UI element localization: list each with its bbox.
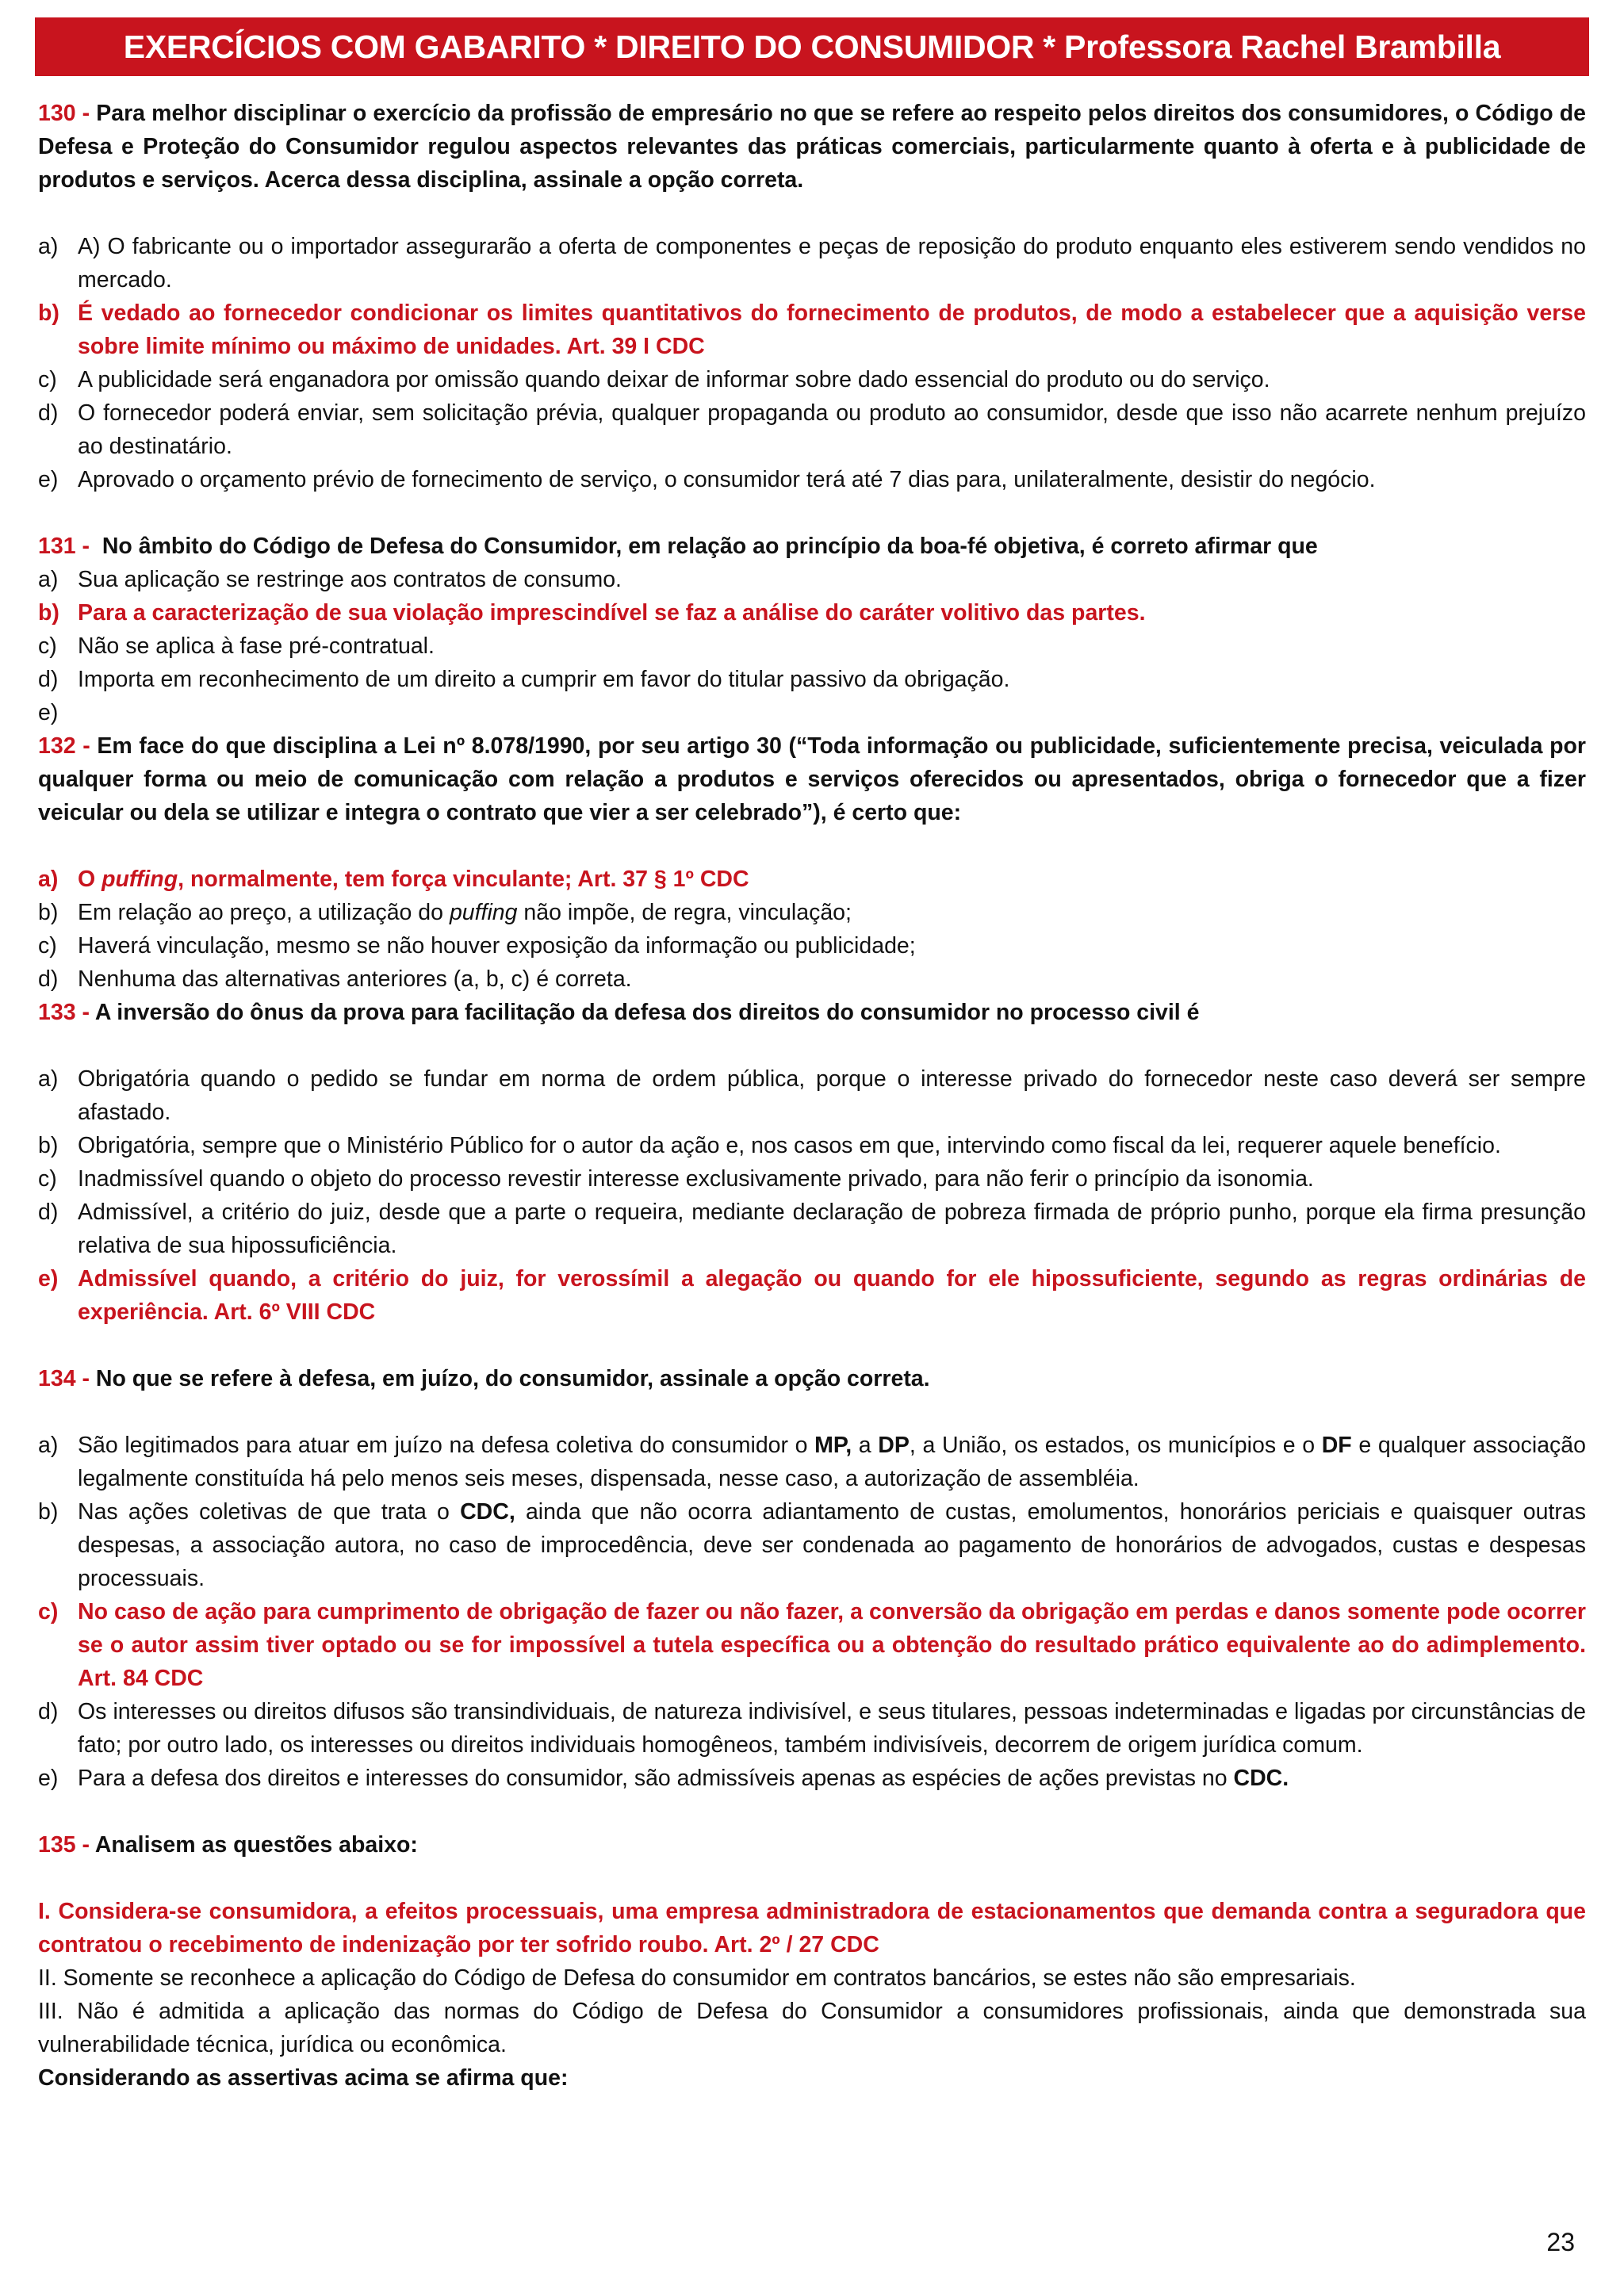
option-c: c) Não se aplica à fase pré-contratual. <box>38 633 435 659</box>
header-title: EXERCÍCIOS COM GABARITO * DIREITO DO CONSUMIDOR * Professora Rachel Brambilla <box>123 28 1501 65</box>
question-number: 133 - <box>38 1000 90 1025</box>
option-d: d) Os interesses ou direitos difusos são transindividuais, de natureza indivisível, e seus titulares, pessoas indeterminadas e ligadas por circunstâncias de fato; por outro lado, os interesses ou direitos individuais homogêneos, também indivisíveis, decorrem de origem jurídica comum. <box>38 1699 1586 1758</box>
question-number: 132 - <box>38 733 90 759</box>
question-number: 130 - <box>38 101 90 126</box>
question-text: Para melhor disciplinar o exercício da profissão de empresário no que se refere ao respeito pelos direitos dos consumidores, o Código de Defesa e Proteção do Consumidor regulou aspectos relevantes das práticas comerciais, particularmente quanto à oferta e à publicidade de produtos e serviços. Acerca dessa disciplina, assinale a opção correta. <box>38 101 1586 193</box>
option-a: a) Obrigatória quando o pedido se fundar em norma de ordem pública, porque o interesse privado do fornecedor neste caso deverá ser sempre afastado. <box>38 1066 1586 1125</box>
option-c-correct: c) No caso de ação para cumprimento de obrigação de fazer ou não fazer, a conversão da obrigação em perdas e danos somente pode ocorrer se o autor assim tiver optado ou se for impossível a tutela específica ou a obtenção do resultado prático equivalente ao do adimplemento. Art. 84 CDC <box>38 1599 1586 1691</box>
option-e: e) Aprovado o orçamento prévio de fornecimento de serviço, o consumidor terá até 7 dias para, unilateralmente, desistir do negócio. <box>38 467 1376 492</box>
option-d: d) Admissível, a critério do juiz, desde que a parte o requeira, mediante declaração de pobreza firmada de próprio punho, porque ela firma presunção relativa de sua hipossuficiência. <box>38 1200 1586 1258</box>
question-134 <box>38 1362 1586 1395</box>
question-133 <box>38 996 1586 1029</box>
option-c: c) A publicidade será enganadora por omissão quando deixar de informar sobre dado essencial do produto ou do serviço. <box>38 367 1270 392</box>
option-b: b) Obrigatória, sempre que o Ministério Público for o autor da ação e, nos casos em que, intervindo como fiscal da lei, requerer aquele benefício. <box>38 1133 1501 1158</box>
question-text: A inversão do ônus da prova para facilitação da defesa dos direitos do consumidor no processo civil é <box>94 1000 1200 1025</box>
option-d: d) Nenhuma das alternativas anteriores (a, b, c) é correta. <box>38 966 632 992</box>
question-number: 134 - <box>38 1366 90 1391</box>
option-a: a) São legitimados para atuar em juízo na defesa coletiva do consumidor o MP, a DP, a União, os estados, os municípios e o DF e qualquer associação legalmente constituída há pelo menos seis meses, dispensada, nesse caso, a autorização de assembléia. <box>38 1433 1586 1491</box>
assertion-i-correct: I. Considera-se consumidora, a efeitos processuais, uma empresa administradora de estacionamentos que demanda contra a seguradora que contratou o recebimento de indenização por ter sofrido roubo. Art. 2º / 27 CDC <box>38 1899 1586 1957</box>
question-number: 135 - <box>38 1832 90 1858</box>
question-132 <box>38 729 1586 829</box>
assertion-iii: III. Não é admitida a aplicação das normas do Código de Defesa do Consumidor a consumidores profissionais, ainda que demonstrada sua vulnerabilidade técnica, jurídica ou econômica. <box>38 1999 1586 2057</box>
option-e-correct: e) Admissível quando, a critério do juiz, for verossímil a alegação ou quando for ele hipossuficiente, segundo as regras ordinárias de experiência. Art. 6º VIII CDC <box>38 1266 1586 1325</box>
option-a: a) Sua aplicação se restringe aos contratos de consumo. <box>38 567 622 592</box>
option-c: c) Inadmissível quando o objeto do processo revestir interesse exclusivamente privado, para não ferir o princípio da isonomia. <box>38 1166 1314 1192</box>
option-b-correct: b) Para a caracterização de sua violação imprescindível se faz a análise do caráter volitivo das partes. <box>38 600 1146 626</box>
option-b-correct: b) É vedado ao fornecedor condicionar os limites quantitativos do fornecimento de produtos, de modo a estabelecer que a aquisição verse sobre limite mínimo ou máximo de unidades. Art. 39 I CDC <box>38 300 1586 359</box>
question-130 <box>38 97 1586 197</box>
option-d: d) Importa em reconhecimento de um direito a cumprir em favor do titular passivo da obrigação. <box>38 667 1010 692</box>
page-number: 23 <box>1546 2228 1575 2256</box>
option-c: c) Haverá vinculação, mesmo se não houver exposição da informação ou publicidade; <box>38 933 916 959</box>
document-body <box>38 97 1586 2095</box>
closing-prompt: Considerando as assertivas acima se afirma que: <box>38 2065 569 2091</box>
assertion-ii: II. Somente se reconhece a aplicação do Código de Defesa do consumidor em contratos bancários, se estes não são empresariais. <box>38 1965 1356 1991</box>
question-131 <box>38 530 1586 563</box>
question-text: Analisem as questões abaixo: <box>94 1832 418 1858</box>
option-a: a) A) O fabricante ou o importador assegurarão a oferta de componentes e peças de reposição do produto enquanto eles estiverem sendo vendidos no mercado. <box>38 234 1586 293</box>
question-135 <box>38 1828 1586 1862</box>
option-a-correct: a) O puffing, normalmente, tem força vinculante; Art. 37 § 1º CDC <box>38 867 749 892</box>
question-text: No âmbito do Código de Defesa do Consumidor, em relação ao princípio da boa-fé objetiva, é correto afirmar que <box>102 534 1318 559</box>
question-number: 131 - <box>38 534 90 559</box>
document-header <box>35 17 1589 76</box>
question-text: Em face do que disciplina a Lei nº 8.078/1990, por seu artigo 30 (“Toda informação ou publicidade, suficientemente precisa, veiculada por qualquer forma ou meio de comunicação com relação a produtos e serviços oferecidos ou apresentados, obriga o fornecedor que a fizer veicular ou dela se utilizar e integra o contrato que vier a ser celebrado”), é certo que: <box>38 733 1586 825</box>
option-e: e) Para a defesa dos direitos e interesses do consumidor, são admissíveis apenas as espécies de ações previstas no CDC. <box>38 1766 1289 1791</box>
option-d: d) O fornecedor poderá enviar, sem solicitação prévia, qualquer propaganda ou produto ao consumidor, desde que isso não acarrete nenhum prejuízo ao destinatário. <box>38 400 1586 459</box>
option-b: b) Em relação ao preço, a utilização do puffing não impõe, de regra, vinculação; <box>38 900 852 925</box>
question-text: No que se refere à defesa, em juízo, do consumidor, assinale a opção correta. <box>95 1366 930 1391</box>
option-e: e) <box>38 700 59 725</box>
option-b: b) Nas ações coletivas de que trata o CDC, ainda que não ocorra adiantamento de custas, emolumentos, honorários periciais e quaisquer outras despesas, a associação autora, no caso de improcedência, deve ser condenada ao pagamento de honorários de advogados, custas e despesas processuais. <box>38 1499 1586 1591</box>
